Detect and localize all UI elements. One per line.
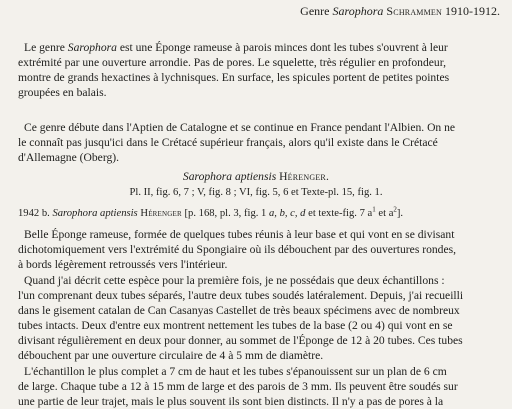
paragraph-line: une partie de leur trajet, mais le plus souvent ils sont bien distincts. Il n'y a pas de pores à la — [18, 395, 444, 408]
species-heading: Sarophora aptiensis Hérenger. — [182, 170, 330, 183]
synonymy-entry: 1942 b. Sarophora aptiensis Hérenger [p. 168, pl. 3, fig. 1 a, b, c, d et texte-fig. 7 $a^1$ et $a^2$]. — [18, 205, 404, 219]
paragraph-line: divisant régulièrement en deux pour donner, au sommet de l'Éponge de 12 à 20 tubes. Ces tubes — [18, 334, 463, 347]
paragraph-line: montre de grands hexactines à lychnisques. En surface, les spicules portent de petites pointes — [18, 71, 450, 84]
paragraph-line: Belle Éponge rameuse, formée de quelques tubes réunis à leur base et qui vont en se divisant — [24, 228, 455, 241]
paragraph-line: Le genre Sarophora est une Éponge rameuse à parois minces dont les tubes s'ouvrent à leur — [24, 41, 448, 54]
paragraph-line: tubes intacts. Deux d'entre eux montrent nettement les tubes de la base (2 ou 4) qui vont en se — [18, 319, 453, 332]
plate-references: Pl. II, fig. 6, 7 ; V, fig. 8 ; VI, fig. 5, 6 et Texte-pl. 15, fig. 1. — [129, 187, 383, 198]
running-header: Genre Sarophora Schrammen 1910-1912. — [300, 4, 500, 18]
paragraph-line: L'échantillon le plus complet a 7 cm de haut et les tubes s'épanouissent sur un plan de 6 cm — [24, 365, 447, 378]
paragraph-line: débouchent par une ouverture circulaire de 4 à 5 mm de diamètre. — [18, 349, 324, 362]
paragraph-line: dans le gisement catalan de Can Casanyas Castellet de très beaux spécimens avec de nombreux — [18, 304, 460, 317]
paragraph-line: dichotomiquement vers l'extrémité du Spongiaire où ils débouchent par des ouvertures rondes, — [18, 243, 457, 256]
paragraph-line: groupées en balais. — [18, 86, 107, 99]
paragraph-line: le connaît pas jusqu'ici dans le Crétacé supérieur français, alors qu'il existe dans le Crétacé — [18, 136, 438, 149]
paragraph-line: à bords légèrement retroussés vers l'intérieur. — [18, 258, 228, 271]
paragraph-line: Quand j'ai décrit cette espèce pour la première fois, je ne possédais que deux échantillons : — [24, 274, 445, 287]
paragraph-line: de large. Chaque tube a 12 à 15 mm de large et des parois de 3 mm. Ils peuvent être soudés sur — [18, 380, 458, 393]
paragraph-line: d'Allemagne (Oberg). — [18, 151, 120, 164]
paragraph-line: Ce genre débute dans l'Aptien de Catalogne et se continue en France pendant l'Albien. On ne — [24, 121, 456, 134]
paragraph-line: extrémité par une ouverture arrondie. Pas de pores. Le squelette, très régulier en profondeur, — [18, 56, 447, 69]
paragraph-line: l'un comprenant deux tubes séparés, l'autre deux tubes soudés latéralement. Depuis, j'ai recueilli — [18, 289, 464, 302]
